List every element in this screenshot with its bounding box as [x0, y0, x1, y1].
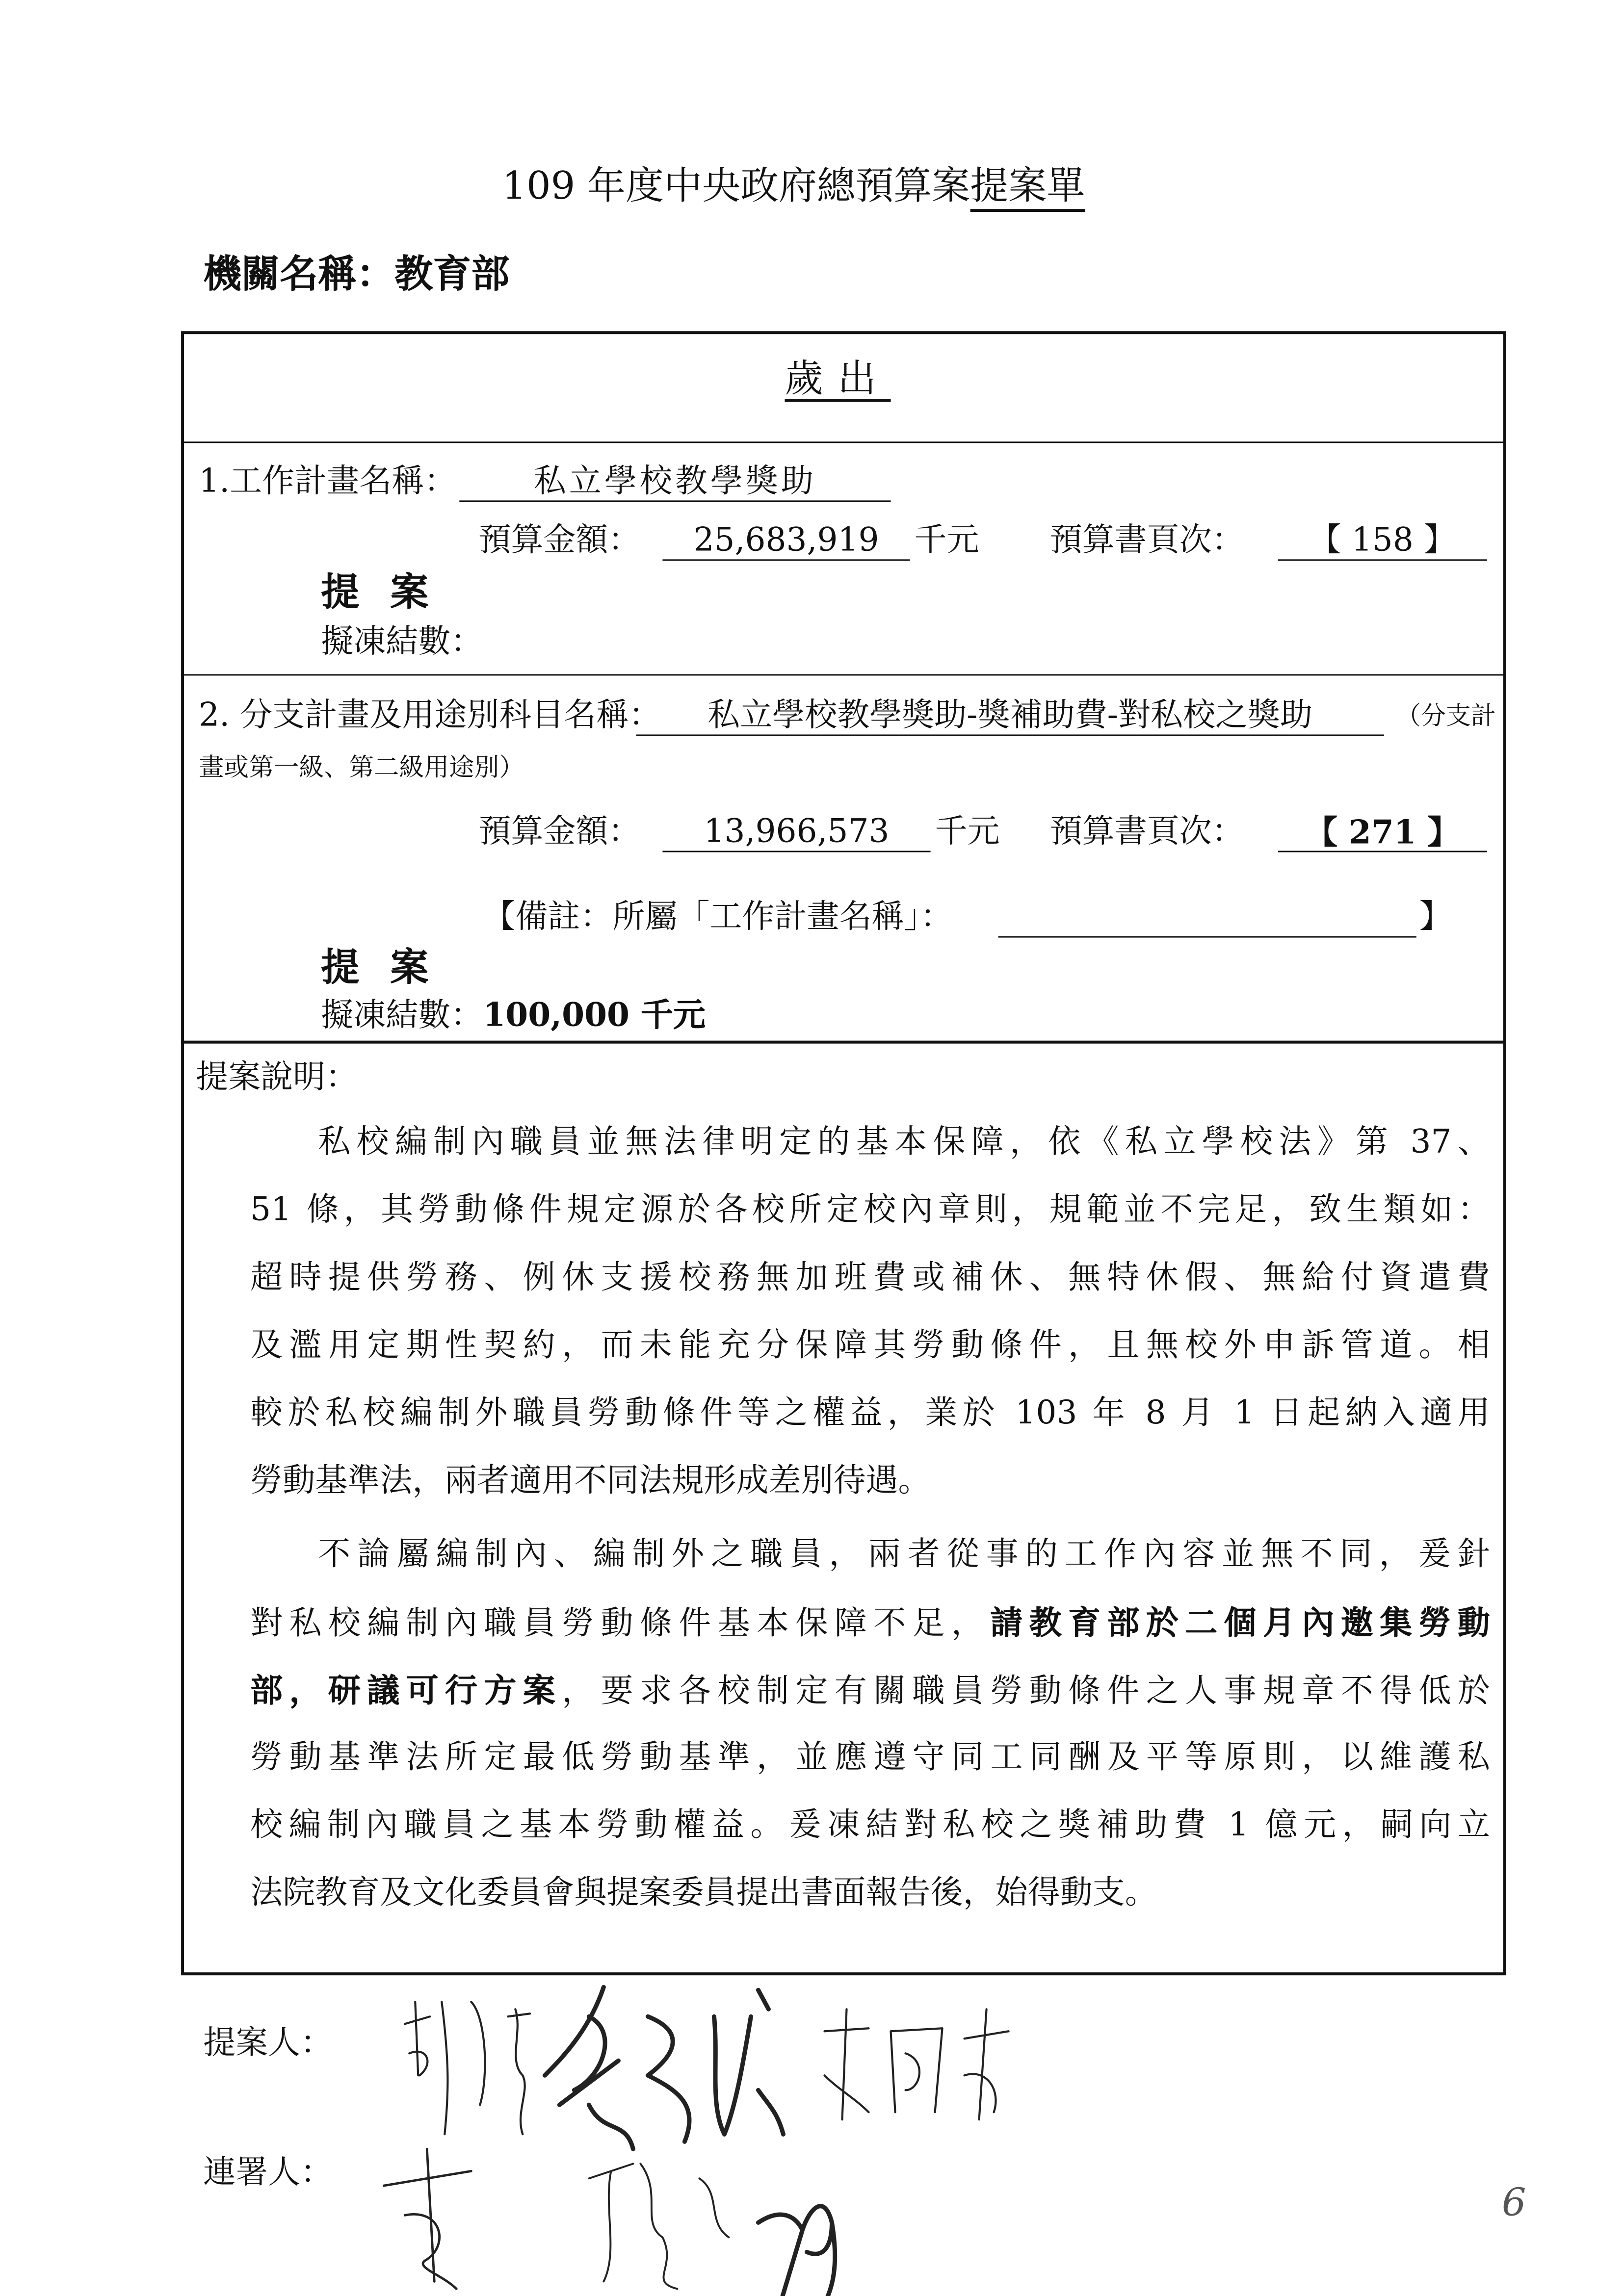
explanation-paragraph-1: [250, 1110, 1490, 1516]
divider: [181, 1041, 1505, 1044]
section-header: 歲出: [785, 358, 891, 402]
agency-name: [203, 253, 510, 298]
proposer-signature-3: [825, 2009, 1009, 2119]
item1-name: 私立學校教學獎助: [459, 466, 891, 502]
handwritten-signatures: [383, 1972, 1340, 2296]
cosigner-label: 連署人：: [203, 2155, 333, 2192]
item2-note-a: （分支計: [1395, 702, 1496, 732]
item2-label: 2. 分支計畫及用途別科目名稱：: [199, 697, 661, 735]
proposer-signature-1: [405, 2002, 530, 2134]
explanation-line: [250, 1313, 1490, 1381]
proposer-label: 提案人：: [203, 2025, 333, 2063]
explanation-line: [250, 1110, 1490, 1178]
explanation-line: [250, 1725, 1490, 1793]
cosigner-signature-3: [758, 2206, 875, 2296]
item2-budget-label: 預算金額：: [478, 814, 641, 851]
item1-freeze-label: 擬凍結數：: [321, 624, 483, 661]
explanation-line: [250, 1793, 1490, 1860]
text: 較於私校編制外職員勞動條件等之權益，業於 103 年 8 月 1 日起納入適用: [250, 1395, 1490, 1432]
item2-remark-label: 【備註：所屬「工作計畫名稱」：: [483, 899, 953, 936]
text: 法院教育及文化委員會與提案委員提出書面報告後，始得動支。: [250, 1875, 1157, 1912]
divider: [181, 674, 1505, 675]
item2-freeze-label: 擬凍結數：: [321, 998, 483, 1035]
explanation-paragraph-2: [250, 1522, 1490, 1928]
text: ，要求各校制定有關職員勞動條件之人事規章不得低於: [562, 1674, 1490, 1711]
cosigner-signature-2: [589, 2164, 729, 2289]
item2-freeze: [321, 996, 706, 1035]
item2-remark-field: [998, 903, 1416, 938]
text: 私校編制內職員並無法律明定的基本保障，依《私立學校法》第 37、: [318, 1124, 1490, 1161]
explanation-label: 提案說明：: [196, 1059, 358, 1097]
item1-page: 【 158 】: [1278, 525, 1487, 561]
text: 勞動基準法，兩者適用不同法規形成差別待遇。: [250, 1463, 931, 1500]
text: 及濫用定期性契約，而未能充分保障其勞動條件，且無校外申訴管道。相: [250, 1327, 1490, 1365]
bold-text: 請教育部於二個月內邀集勞動: [990, 1604, 1490, 1643]
title-underlined: 提案單: [970, 165, 1085, 212]
item1-budget-amount: 25,683,919: [662, 525, 910, 561]
agency-label: 機關名稱：: [203, 253, 395, 298]
item2-page: 【 271 】: [1278, 817, 1487, 852]
bold-text: 部，研議可行方案: [250, 1672, 562, 1711]
text: 對私校編制內職員勞動條件基本保障不足，: [250, 1605, 991, 1643]
proposer-signature-2: [545, 1987, 783, 2149]
agency-value: 教育部: [394, 253, 510, 298]
text: 不論屬編制內、編制外之職員，兩者從事的工作內容並無不同，爰針: [318, 1536, 1490, 1574]
text: 勞動基準法所定最低勞動基準，並應遵守同工同酬及平等原則，以維護私: [250, 1740, 1490, 1777]
item1-page-label: 預算書頁次：: [1049, 522, 1244, 560]
item1-unit: 千元: [914, 522, 979, 560]
item2-budget-amount: 13,966,573: [662, 817, 930, 852]
item2-page-label: 預算書頁次：: [1049, 814, 1244, 851]
item1-label: 1.工作計畫名稱：: [199, 464, 457, 501]
item2-unit: 千元: [935, 814, 1000, 851]
page-number: 6: [1501, 2181, 1526, 2226]
explanation-line: [250, 1245, 1490, 1313]
item2-remark-close: 】: [1419, 899, 1452, 936]
explanation-line: [250, 1590, 1490, 1657]
explanation-line: [250, 1522, 1490, 1590]
explanation-line: [250, 1448, 1490, 1516]
text: 超時提供勞務、例休支援校務無加班費或補休、無特休假、無給付資遣費: [250, 1260, 1490, 1297]
text: 校編制內職員之基本勞動權益。爰凍結對私校之獎補助費 1 億元，嗣向立: [250, 1807, 1490, 1845]
explanation-line: [250, 1657, 1490, 1725]
explanation-line: [250, 1178, 1490, 1245]
item2-freeze-amount: 100,000 千元: [483, 996, 706, 1035]
text: 51 條，其勞動條件規定源於各校所定校內章則，規範並不完足，致生類如：: [250, 1192, 1490, 1229]
cosigner-signature-1: [383, 2149, 471, 2289]
item2-proposal-heading: 提 案: [321, 946, 438, 991]
item1-proposal-heading: 提 案: [321, 571, 438, 616]
item2-name: 私立學校教學獎助-獎補助費-對私校之獎助: [636, 700, 1384, 736]
explanation-line: [250, 1381, 1490, 1448]
item2-note-b: 畫或第一級、第二級用途別）: [199, 753, 524, 783]
explanation-line: [250, 1860, 1490, 1928]
divider: [181, 441, 1505, 443]
document-title: [502, 165, 1085, 209]
title-text: 109 年度中央政府總預算案: [502, 165, 970, 209]
item1-budget-label: 預算金額：: [478, 522, 641, 560]
